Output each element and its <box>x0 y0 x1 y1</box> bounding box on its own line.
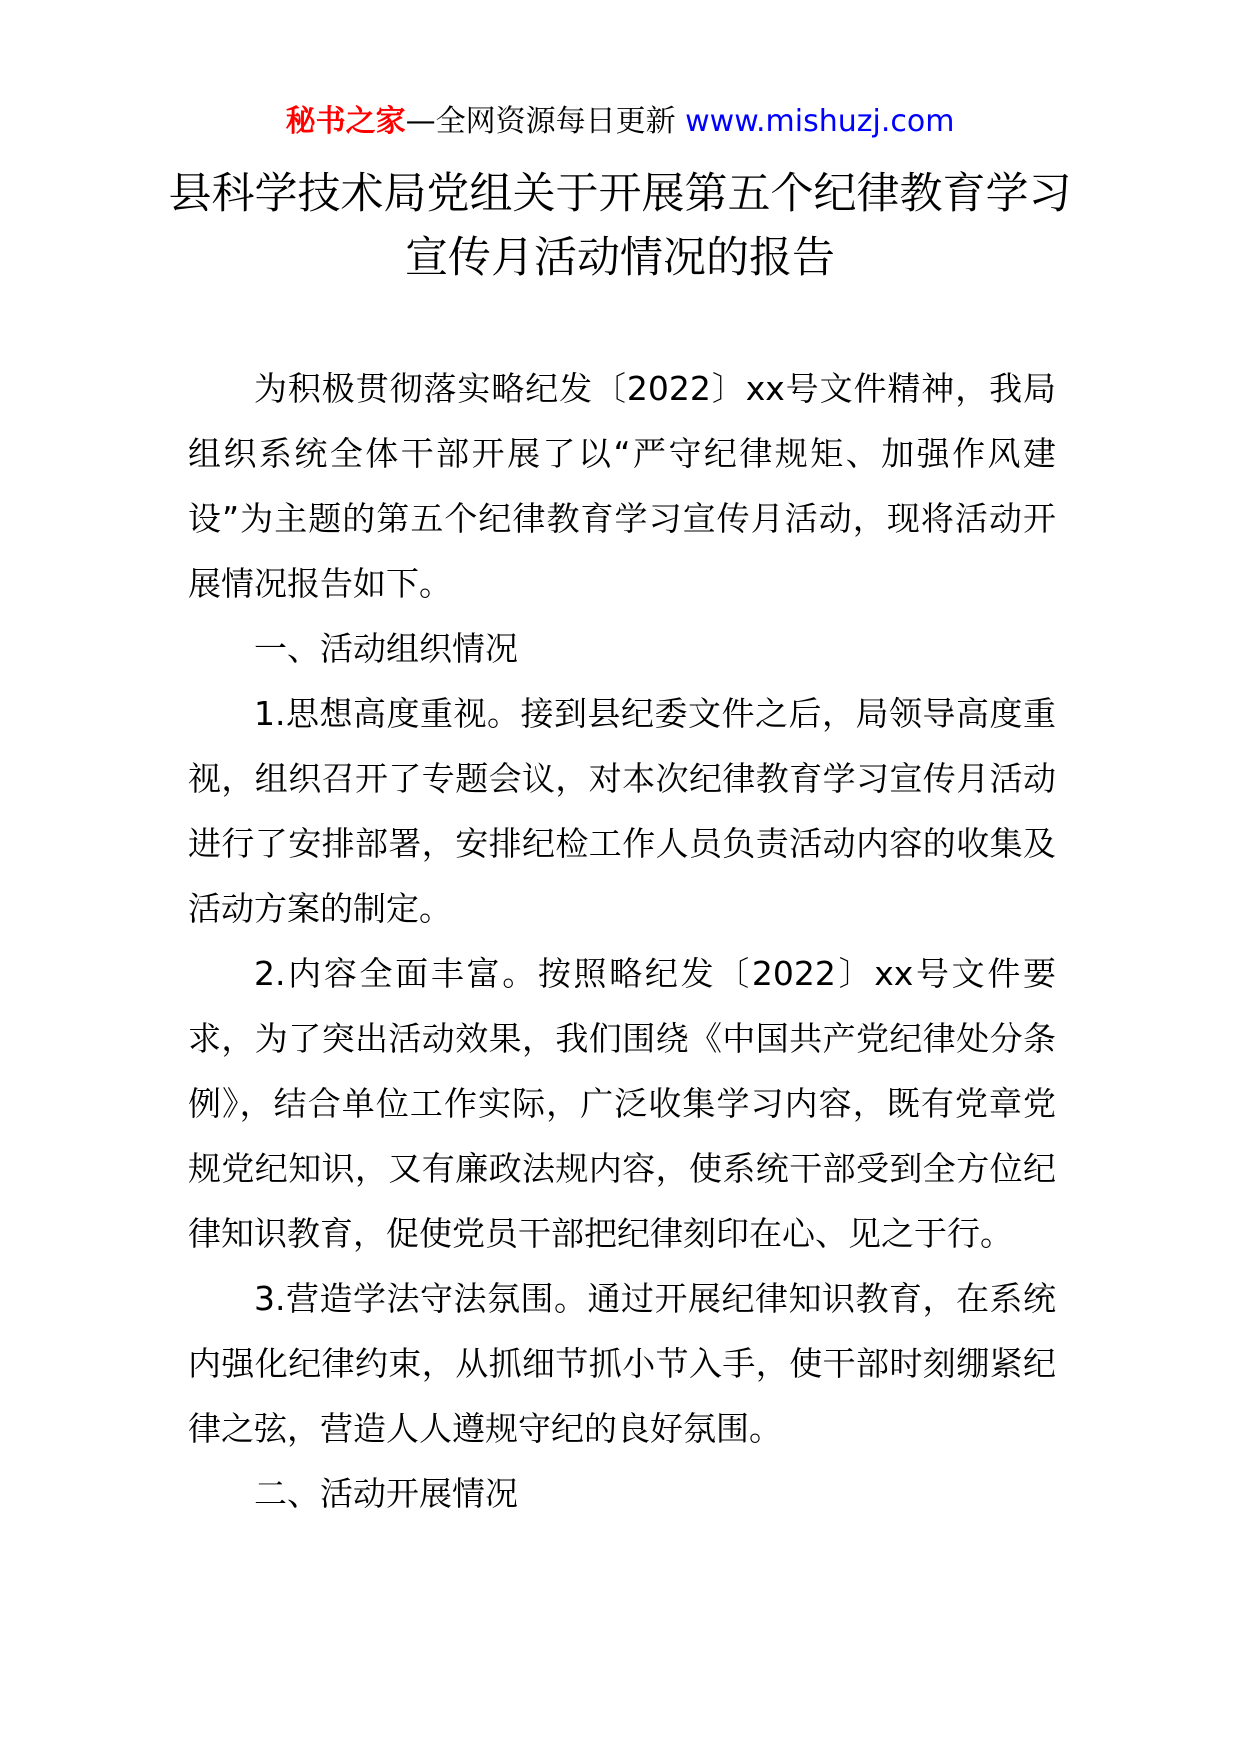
site-brand: 秘书之家 <box>285 104 406 139</box>
document-title: 县科学技术局党组关于开展第五个纪律教育学习宣传月活动情况的报告 <box>168 169 1072 283</box>
site-slogan: —全网资源每日更新 <box>405 104 676 139</box>
paragraph-item-3: 3.营造学法守法氛围。通过开展纪律知识教育，在系统内强化纪律约束，从抓细节抓小节入手，使干部时刻绷紧纪律之弦，营造人人遵规守纪的良好氛围。 <box>188 1279 1056 1448</box>
site-header <box>0 100 1240 144</box>
section-heading-1: 一、活动组织情况 <box>254 629 518 668</box>
section-heading-2: 二、活动开展情况 <box>254 1474 518 1513</box>
intro-paragraph: 为积极贯彻落实略纪发〔2022〕xx号文件精神，我局组织系统全体干部开展了以“严守纪律规矩、加强作风建设”为主题的第五个纪律教育学习宣传月活动，现将活动开展情况报告如下。 <box>188 369 1056 603</box>
paragraph-item-1: 1.思想高度重视。接到县纪委文件之后，局领导高度重视，组织召开了专题会议，对本次纪律教育学习宣传月活动进行了安排部署，安排纪检工作人员负责活动内容的收集及活动方案的制定。 <box>188 694 1056 928</box>
site-url-link[interactable]: www.mishuzj.com <box>685 104 955 139</box>
document-body <box>188 356 1056 1526</box>
paragraph-item-2: 2.内容全面丰富。按照略纪发〔2022〕xx号文件要求，为了突出活动效果，我们围绕《中国共产党纪律处分条例》，结合单位工作实际，广泛收集学习内容，既有党章党规党纪知识，又有廉政法规内容，使系统干部受到全方位纪律知识教育，促使党员干部把纪律刻印在心、见之于行。 <box>188 954 1056 1253</box>
